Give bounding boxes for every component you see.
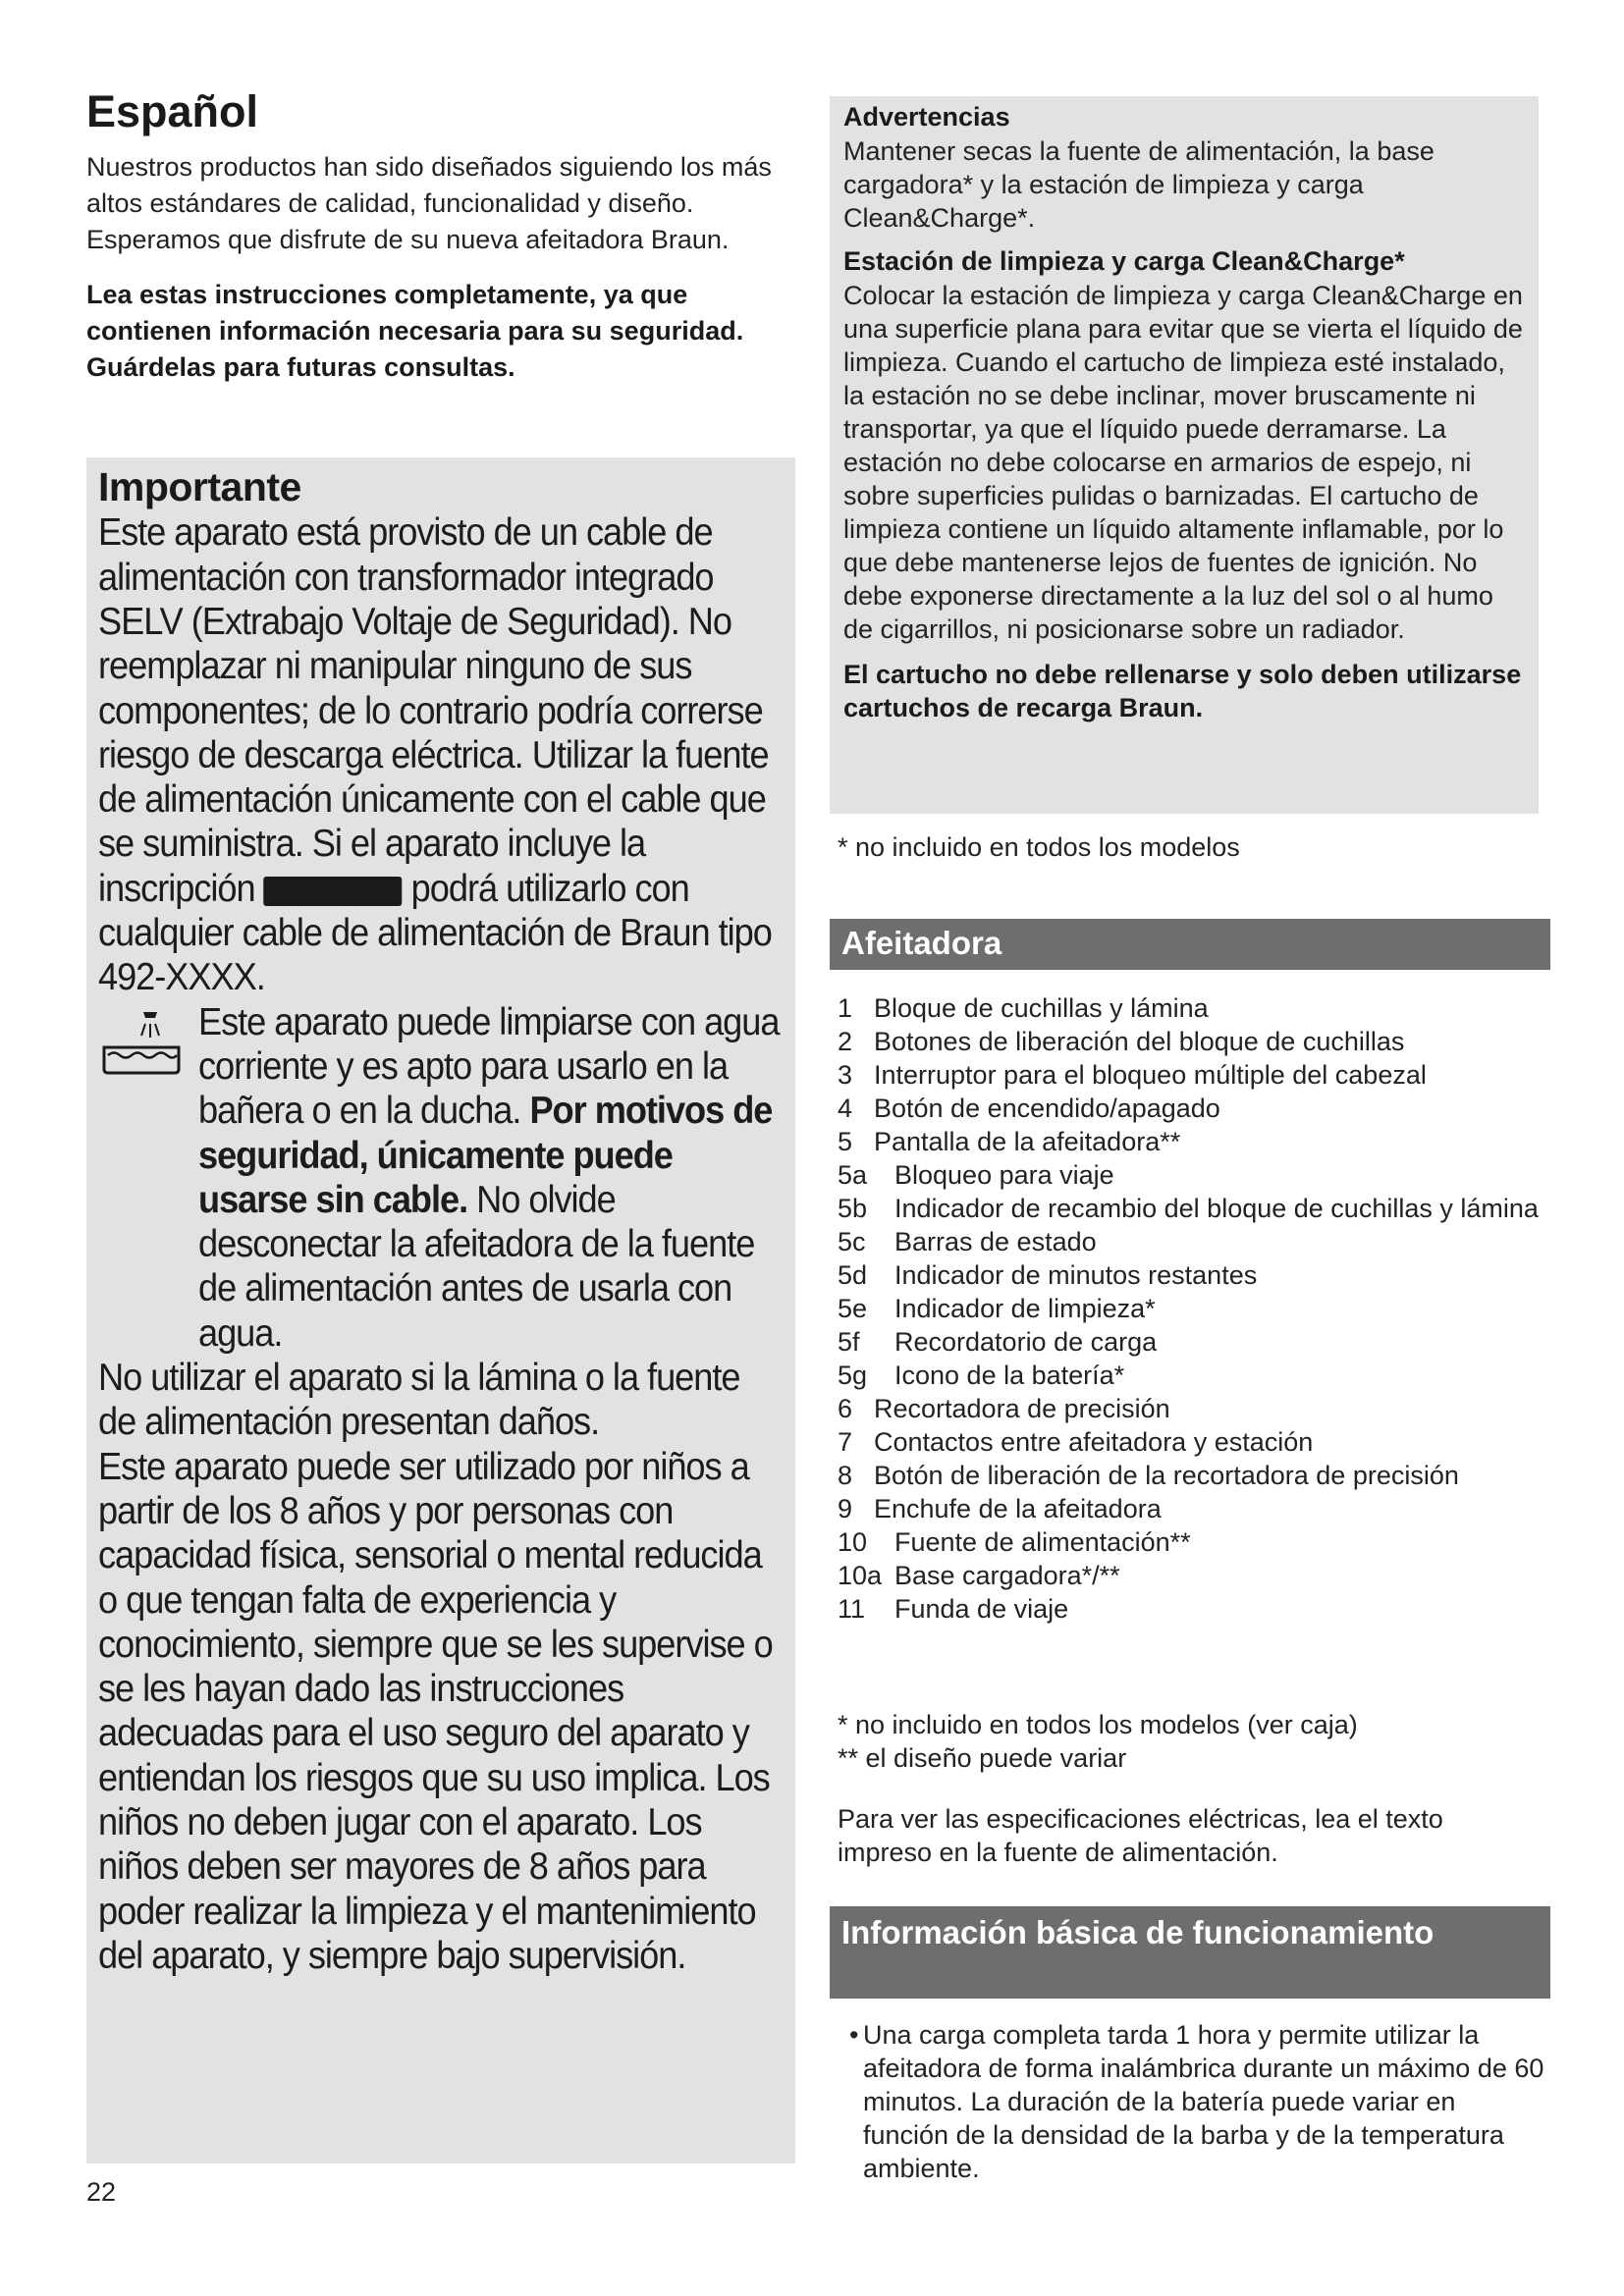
list-item: 5b Indicador de recambio del bloque de cuchillas y lámina <box>838 1194 1539 1223</box>
list-item: 5c Barras de estado <box>838 1227 1097 1256</box>
warnings-box <box>830 96 1539 814</box>
list-item: 3 Interruptor para el bloqueo múltiple del cabezal <box>838 1060 1427 1090</box>
note-not-included: * no incluido en todos los modelos (ver caja) <box>838 1710 1358 1739</box>
footnote-models: * no incluido en todos los modelos <box>838 832 1240 862</box>
note-design-varies: ** el diseño puede variar <box>838 1743 1127 1773</box>
page-number: 22 <box>86 2177 117 2207</box>
clean-charge-subtitle: Estación de limpieza y carga Clean&Charge* <box>843 246 1405 277</box>
list-item: 11 Funda de viaje <box>838 1594 1069 1624</box>
electrical-spec-text: Para ver las especificaciones eléctricas, lea el texto impreso en la fuente de alimentación. <box>838 1804 1443 1867</box>
bathtub-shower-icon <box>98 1004 185 1077</box>
important-box <box>86 457 795 2163</box>
list-item: 5d Indicador de minutos restantes <box>838 1260 1258 1290</box>
list-item: 5 Pantalla de la afeitadora** <box>838 1127 1181 1156</box>
read-instructions-notice: Lea estas instrucciones completamente, ya que contienen información necesaria para su seguridad. Guárdelas para futuras consultas. <box>86 279 744 382</box>
important-paragraph-1-text: Este aparato está provisto de un cable de alimentación con transformador integrado SELV (Extrabajo Voltaje de Seguridad). No reemplazar ni manipular ninguno de sus componentes; de lo contrario podría correrse riesgo de descarga eléctrica. Utilizar la fuente de alimentación únicamente con el cable que se suministra. Si el aparato incluye la inscripción <box>98 511 769 910</box>
clean-charge-text: Colocar la estación de limpieza y carga Clean&Charge en una superficie plana para evitar que se vierta el líquido de limpieza. Cuando el cartucho de limpieza esté instalado, la estación no se debe inclinar, mover bruscamente ni transportar, ya que el líquido puede derramarse. La estación no debe colocarse en armarios de espejo, ni sobre superficies pulidas o barnizadas. El cartucho de limpieza contiene un líquido altamente inflamable, por lo que debe mantenerse lejos de fuentes de ignición. No debe exponerse directamente a la luz del sol o al humo de cigarrillos, ni posicionarse sobre un radiador. <box>843 281 1523 645</box>
bath-text: Este aparato puede limpiarse con agua corriente y es apto para usarlo en la bañera o en la ducha. <box>198 1000 780 1133</box>
basic-info-list <box>859 2018 1546 2185</box>
list-item: 5g Icono de la batería* <box>838 1361 1125 1390</box>
bath-paragraph <box>198 1000 782 1356</box>
left-column <box>86 86 795 386</box>
list-item: 1 Bloque de cuchillas y lámina <box>838 993 1209 1023</box>
important-paragraph-1-tail: podrá utilizarlo con cualquier cable de alimentación de Braun tipo 492-XXXX. <box>98 867 772 999</box>
important-paragraph-4: Este aparato puede ser utilizado por niños a partir de los 8 años y por personas con capacidad física, sensorial o mental reducida o que tengan falta de experiencia y conocimiento, siempre que se les supervise o se les hayan dado las instrucciones adecuadas para el uso seguro del aparato y entiendan los riesgos que su uso implica. Los niños no deben jugar con el aparato. Los niños deben ser mayores de 8 años para poder realizar la limpieza y el mantenimiento del aparato, y siempre bajo supervisión. <box>98 1445 773 1977</box>
list-item: 5a Bloqueo para viaje <box>838 1160 1114 1190</box>
redacted-mark <box>264 877 403 906</box>
list-item: 5f Recordatorio de carga <box>838 1327 1158 1357</box>
list-item: 5e Indicador de limpieza* <box>838 1294 1156 1323</box>
important-paragraph-3: No utilizar el aparato si la lámina o la fuente de alimentación presentan daños. <box>98 1357 740 1444</box>
bath-tail: No olvide desconectar la afeitadora de la fuente de alimentación antes de usarla con agua. <box>198 1178 755 1355</box>
bath-text-block <box>198 1000 784 1356</box>
list-item: 8 Botón de liberación de la recortadora de precisión <box>838 1461 1459 1490</box>
section-heading-basic-info: Información básica de funcionamiento <box>830 1906 1550 1999</box>
warnings-text-1: Mantener secas la fuente de alimentación, la base cargadora* y la estación de limpieza y carga Clean&Charge*. <box>843 136 1435 234</box>
important-title: Importante <box>98 464 301 509</box>
list-item: 7 Contactos entre afeitadora y estación <box>838 1427 1314 1457</box>
parts-list <box>838 991 1546 1626</box>
list-item: 6 Recortadora de precisión <box>838 1394 1170 1423</box>
warnings-title: Advertencias <box>843 102 1010 132</box>
intro-paragraph: Nuestros productos han sido diseñados siguiendo los más altos estándares de calidad, funcionalidad y diseño. Esperamos que disfrute de su nueva afeitadora Braun. <box>86 151 772 255</box>
list-item: • Una carga completa tarda 1 hora y permite utilizar la afeitadora de forma inalámbrica durante un máximo de 60 minutos. La duración de la batería puede variar en función de la densidad de la barba y de la temperatura ambiente. <box>859 2018 1546 2185</box>
list-item: 2 Botones de liberación del bloque de cuchillas <box>838 1027 1405 1056</box>
cartridge-bold-note: El cartucho no debe rellenarse y solo deben utilizarse cartuchos de recarga Braun. <box>843 660 1522 723</box>
list-item: 9 Enchufe de la afeitadora <box>838 1494 1162 1523</box>
list-item: 10 Fuente de alimentación** <box>838 1527 1191 1557</box>
section-heading-shaver: Afeitadora <box>830 919 1550 970</box>
page-heading: Español <box>86 86 259 136</box>
list-item: 10a Base cargadora*/** <box>838 1561 1120 1590</box>
important-paragraph-1 <box>98 510 781 999</box>
notes-block <box>838 1708 1358 1775</box>
list-item: 4 Botón de encendido/apagado <box>838 1094 1220 1123</box>
bath-section <box>98 1000 784 1356</box>
bath-bold-warning: Por motivos de seguridad, únicamente puede usarse sin cable. <box>198 1090 773 1221</box>
